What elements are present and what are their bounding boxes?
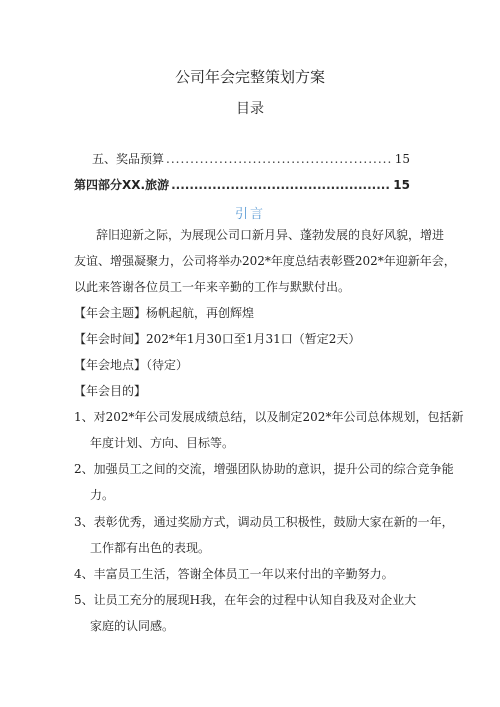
intro-line: 友谊、增强凝聚力，公司将举办202*年度总结表彰暨202*年迎新年会， xyxy=(74,254,456,268)
location-line: 【年会地点】（待定） xyxy=(74,358,189,372)
purpose-item: 4、丰富员工生活，答谢全体员工一年以来付出的辛勤努力。 xyxy=(74,567,394,581)
toc-entry-label: 第四部分XX.旅游 xyxy=(74,178,170,192)
toc-leader-dots xyxy=(171,178,391,192)
purpose-item: 3、表彰优秀，通过奖励方式，调动员工积极性，鼓励大家在新的一年， xyxy=(74,515,454,529)
intro-line: 以此来答谢各位员工一年来辛勤的工作与默默付出。 xyxy=(74,280,351,294)
purpose-item-cont: 工作都有出色的表现。 xyxy=(90,541,211,555)
theme-line: 【年会主题】杨帆起航，再创辉煌 xyxy=(74,306,255,320)
time-line: 【年会时间】202*年1月30口至1月31口（暂定2天） xyxy=(74,332,361,346)
purpose-heading: 【年会目的】 xyxy=(74,384,147,398)
purpose-item: 1、对202*年公司发展成绩总结，以及制定202*年公司总体规划，包括新 xyxy=(74,410,464,424)
intro-line: 辞旧迎新之际，为展现公司口新月异、蓬勃发展的良好风貌，增进 xyxy=(96,228,445,242)
purpose-item-cont: 家庭的认同感。 xyxy=(90,619,175,633)
toc-heading: 目录 xyxy=(236,101,264,117)
toc-entry-page: 15 xyxy=(394,152,410,166)
purpose-item-cont: 力。 xyxy=(90,488,115,502)
toc-leader-dots xyxy=(166,152,393,166)
toc-entry[interactable] xyxy=(74,150,410,167)
document-title: 公司年会完整策划方案 xyxy=(174,68,325,86)
purpose-item: 2、加强员工之间的交流，增强团队协助的意识，提升公司的综合竞争能 xyxy=(74,462,454,476)
toc-entry[interactable] xyxy=(74,176,410,193)
toc-entry-label: 五、奖品预算 xyxy=(92,152,165,166)
toc-entry-page: 15 xyxy=(393,178,410,192)
intro-heading: 引言 xyxy=(234,207,265,222)
purpose-item-cont: 年度计划、方向、目标等。 xyxy=(90,436,235,450)
purpose-item: 5、让员工充分的展现H我，在年会的过程中认知自我及对企业大 xyxy=(74,593,417,607)
